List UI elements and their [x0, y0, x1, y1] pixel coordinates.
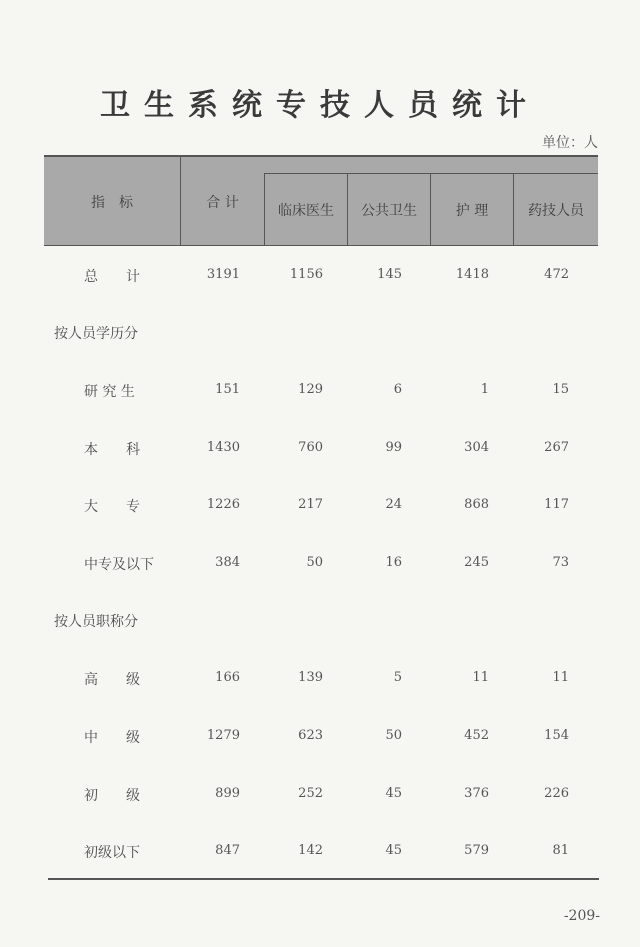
table-cell: 1156 [289, 267, 323, 282]
table-cell: 1 [480, 382, 489, 397]
header-public-health: 公共卫生 [361, 203, 417, 219]
table-cell: 151 [215, 382, 240, 397]
table-cell: 623 [298, 728, 323, 743]
header-indicator: 指 标 [91, 194, 133, 211]
table-cell: 154 [544, 728, 569, 743]
row-label: 初级以下 [84, 845, 140, 861]
table-cell: 129 [298, 382, 323, 397]
header-pharmacy: 药技人员 [528, 203, 584, 219]
table-cell: 117 [544, 497, 569, 512]
table-cell: 6 [393, 382, 402, 397]
table-cell: 15 [552, 382, 569, 397]
table-cell: 1226 [206, 497, 240, 512]
table-cell: 1430 [206, 440, 240, 455]
section-heading: 按人员职称分 [54, 614, 138, 630]
page-number: -209- [563, 908, 600, 924]
table-cell: 16 [385, 555, 402, 570]
row-label: 中专及以下 [84, 557, 154, 573]
table-cell: 73 [552, 555, 569, 570]
table-cell: 99 [385, 440, 402, 455]
table-cell: 384 [215, 555, 240, 570]
row-label: 高 级 [84, 672, 140, 688]
table-cell: 579 [464, 843, 489, 858]
table-cell: 1279 [206, 728, 240, 743]
page-title: 卫生系统专技人员统计 [100, 88, 540, 123]
table-cell: 452 [464, 728, 489, 743]
table-cell: 50 [385, 728, 402, 743]
table-cell: 1418 [455, 267, 489, 282]
table-cell: 245 [464, 555, 489, 570]
table-cell: 5 [393, 670, 402, 685]
table-cell: 376 [464, 786, 489, 801]
table-cell: 252 [298, 786, 323, 801]
table-cell: 24 [385, 497, 402, 512]
table-cell: 868 [464, 497, 489, 512]
table-cell: 847 [215, 843, 240, 858]
table-cell: 3191 [206, 267, 240, 282]
row-label: 研 究 生 [84, 384, 135, 400]
row-label: 初 级 [84, 788, 140, 804]
table-cell: 226 [544, 786, 569, 801]
unit-label: 单位：人 [542, 135, 598, 151]
table-cell: 145 [377, 267, 402, 282]
row-label: 大 专 [84, 499, 140, 515]
row-label: 总 计 [84, 269, 140, 285]
row-label: 中 级 [84, 730, 140, 746]
table-cell: 166 [215, 670, 240, 685]
table-cell: 139 [298, 670, 323, 685]
header-nursing: 护 理 [455, 203, 489, 219]
table-cell: 472 [544, 267, 569, 282]
table-cell: 81 [552, 843, 569, 858]
section-heading: 按人员学历分 [54, 326, 138, 342]
table-cell: 45 [385, 843, 402, 858]
table-cell: 304 [464, 440, 489, 455]
header-total: 合 计 [206, 195, 239, 211]
table-cell: 45 [385, 786, 402, 801]
table-cell: 50 [306, 555, 323, 570]
table-cell: 760 [298, 440, 323, 455]
table-header [44, 155, 598, 246]
table-cell: 217 [298, 497, 323, 512]
table-cell: 267 [544, 440, 569, 455]
table-cell: 11 [552, 670, 569, 685]
header-clinical: 临床医生 [278, 203, 334, 219]
row-label: 本 科 [84, 442, 140, 458]
bottom-rule [48, 878, 599, 880]
table-cell: 142 [298, 843, 323, 858]
table-cell: 11 [472, 670, 489, 685]
table-cell: 899 [215, 786, 240, 801]
